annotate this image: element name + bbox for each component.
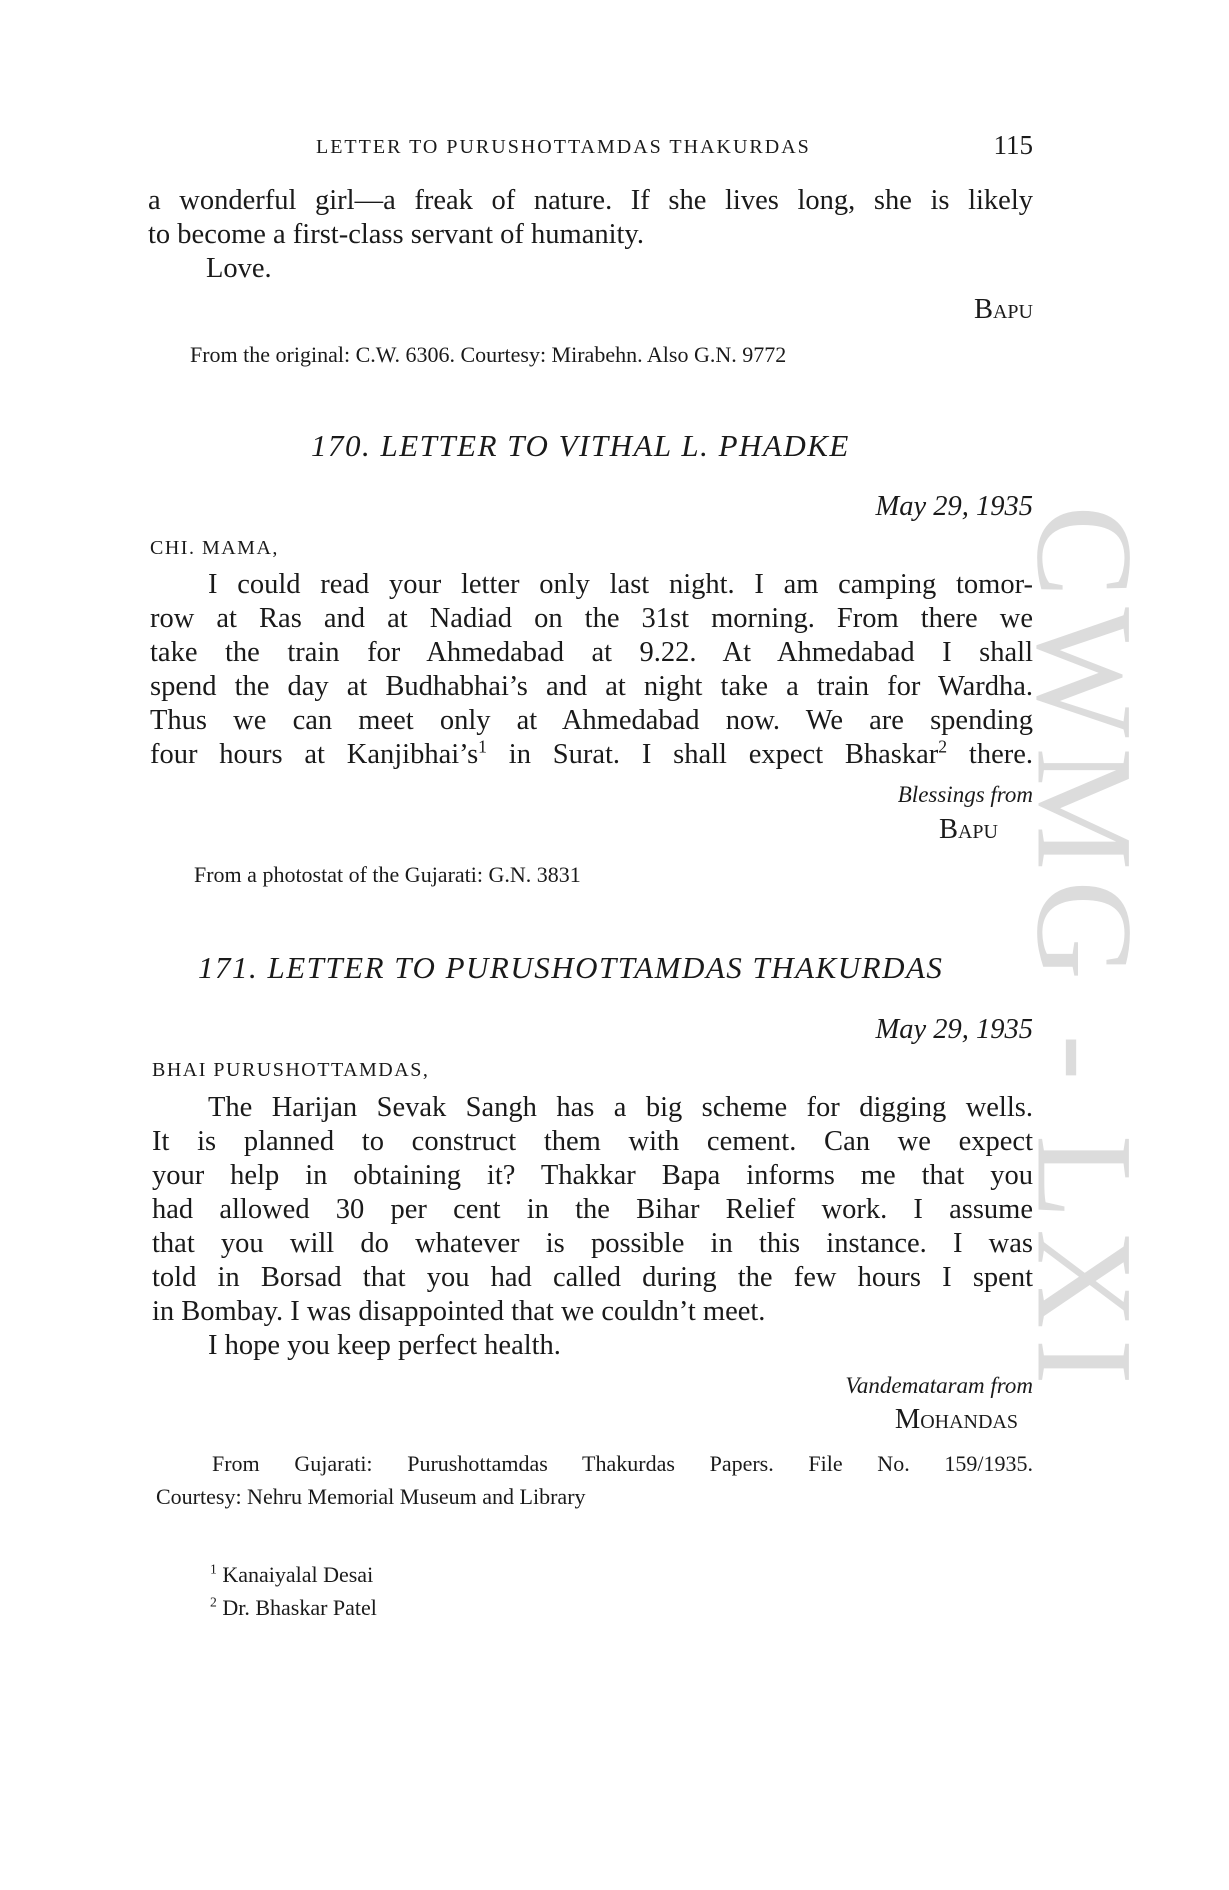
source-line: Courtesy: Nehru Memorial Museum and Library: [156, 1484, 586, 1509]
footnotes: [210, 1558, 377, 1624]
body-line: had allowed 30 per cent in the Bihar Relief work. I assume: [152, 1194, 1033, 1225]
body-line: It is planned to construct them with cement. Can we expect: [152, 1126, 1033, 1157]
salutation: CHI. MAMA,: [150, 537, 279, 559]
previous-letter-body: [148, 184, 1033, 286]
letter-body-170: [150, 568, 1033, 772]
footnote-ref: 2: [938, 736, 948, 757]
source-note: [156, 1447, 1033, 1513]
body-line: that you will do whatever is possible in this instance. I was: [152, 1228, 1033, 1259]
footnote-number: 2: [210, 1594, 217, 1610]
body-line: take the train for Ahmedabad at 9.22. At Ahmedabad I shall: [150, 637, 1033, 668]
body-line: I could read your letter only last night. I am camping tomor-: [208, 569, 1033, 600]
body-line: a wonderful girl—a freak of nature. If she lives long, she is likely: [148, 185, 1033, 216]
footnote-1: [210, 1558, 377, 1591]
signature-bapu: Bapu: [973, 294, 1033, 325]
footnote-text: Kanaiyalal Desai: [222, 1562, 374, 1587]
source-note: From the original: C.W. 6306. Courtesy: Mirabehn. Also G.N. 9772: [190, 342, 787, 367]
body-line: row at Ras and at Nadiad on the 31st morning. From there we: [150, 603, 1033, 634]
letter-date: May 29, 1935: [875, 491, 1033, 522]
body-line: told in Borsad that you had called during the few hours I spent: [152, 1262, 1033, 1293]
body-line: your help in obtaining it? Thakkar Bapa informs me that you: [152, 1160, 1033, 1191]
valediction: Vandemataram from: [845, 1373, 1033, 1398]
text-run: four hours at Kanjibhai’s: [150, 739, 479, 770]
signature-bapu: Bapu: [938, 814, 998, 845]
salutation: BHAI PURUSHOTTAMDAS,: [152, 1059, 430, 1081]
page-header: [148, 128, 1033, 168]
signature-mohandas: Mohandas: [894, 1404, 1018, 1435]
letter-date: May 29, 1935: [875, 1014, 1033, 1045]
letter-body-171: [152, 1091, 1033, 1363]
closing-love: Love.: [206, 253, 272, 284]
valediction: Blessings from: [897, 782, 1033, 807]
source-line: From Gujarati: Purushottamdas Thakurdas Papers. File No. 159/1935.: [212, 1451, 1033, 1476]
text-run: in Surat. I shall expect Bhaskar: [487, 739, 939, 770]
body-line: in Bombay. I was disappointed that we couldn’t meet.: [152, 1296, 766, 1327]
text-run: there.: [947, 739, 1034, 770]
body-line: The Harijan Sevak Sangh has a big scheme for digging wells.: [208, 1092, 1033, 1123]
footnote-ref: 1: [478, 736, 487, 757]
closing-line: I hope you keep perfect health.: [208, 1330, 561, 1361]
body-line: spend the day at Budhabhai’s and at night take a train for Wardha.: [150, 671, 1033, 702]
body-line: Thus we can meet only at Ahmedabad now. We are spending: [150, 705, 1033, 736]
footnote-2: [210, 1591, 377, 1624]
body-line-last: [150, 738, 1033, 772]
footnote-number: 1: [210, 1561, 217, 1577]
body-line: to become a first-class servant of humanity.: [148, 219, 644, 250]
letter-heading-170: 170. LETTER TO VITHAL L. PHADKE: [311, 428, 850, 463]
page-number: 115: [993, 130, 1033, 160]
footnote-text: Dr. Bhaskar Patel: [222, 1595, 377, 1620]
letter-heading-171: 171. LETTER TO PURUSHOTTAMDAS THAKURDAS: [198, 950, 944, 985]
watermark: CWMG - LXI: [1008, 505, 1162, 1395]
source-note: From a photostat of the Gujarati: G.N. 3831: [194, 862, 581, 887]
running-title: LETTER TO PURUSHOTTAMDAS THAKURDAS: [316, 136, 811, 158]
